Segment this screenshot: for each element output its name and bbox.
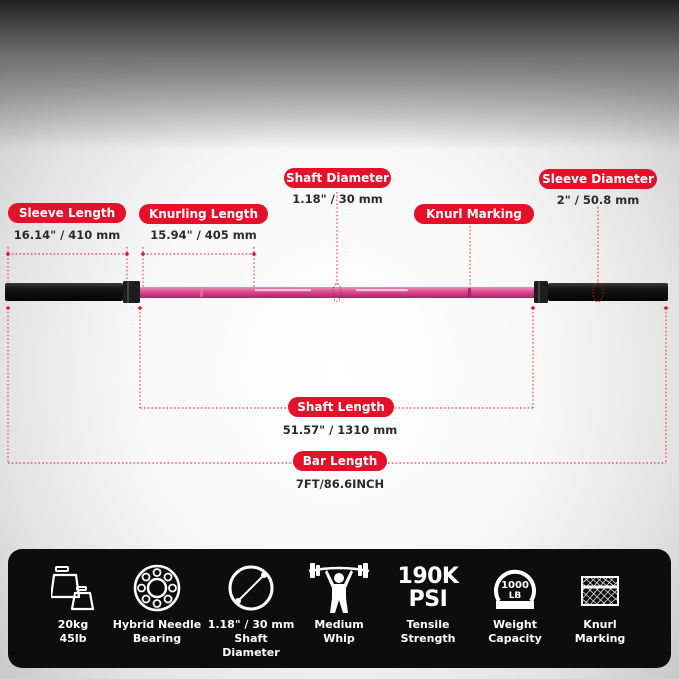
shaft-diameter-label: Shaft Diameter [284,168,391,188]
capacity-badge-icon [489,563,541,615]
sleeve-length-label: Sleeve Length [8,203,126,223]
feature-whip-line2: Whip [323,632,355,645]
feature-bearing-line1: Hybrid Needle [112,618,202,631]
psi-value-text: 190K [397,564,459,589]
shaft-length-value: 51.57" / 1310 mm [282,423,398,437]
left-sleeve [5,283,123,301]
feature-capacity-line2: Capacity [488,632,542,645]
feature-tensile [389,549,467,668]
psi-unit-text: PSI [408,587,448,612]
feature-capacity [478,549,552,668]
feature-capacity-line1: Weight [493,618,537,631]
weightlifter-icon [307,563,371,615]
knurling-length-value: 15.94" / 405 mm [150,228,257,242]
shaft-diameter-value: 1.18" / 30 mm [292,192,383,206]
feature-knurl [568,549,632,668]
knurl-marking-label: Knurl Marking [414,204,534,224]
capacity-unit-text: LB [508,591,522,601]
barbell [5,281,668,303]
feature-shaft-diameter-line1: 1.18" / 30 mm [207,618,295,631]
shaft-highlight [255,289,311,291]
capacity-number-text: 1000 [501,580,529,591]
bar-length-label: Bar Length [293,451,387,471]
shaft-diameter-icon [226,563,276,613]
weight-plates-icon [51,563,95,613]
sleeve-diameter-value: 2" / 50.8 mm [556,193,640,207]
feature-whip [304,549,374,668]
feature-shaft-diameter [204,549,298,668]
feature-tensile-line2: Strength [400,632,456,645]
sleeve-diameter-label: Sleeve Diameter [539,169,657,189]
bar-length-value: 7FT/86.6INCH [295,477,385,491]
feature-shaft-diameter-line2: Shaft Diameter [222,632,280,659]
shaft-length-label: Shaft Length [288,397,394,417]
feature-weight [38,549,108,668]
knurl-mark [468,288,471,297]
knurl-pattern-icon [580,573,620,613]
psi-text-icon [398,565,459,611]
feature-knurl-line1: Knurl [583,618,617,631]
knurling-length-label: Knurling Length [139,204,268,224]
features-panel [8,549,671,668]
right-sleeve [548,283,668,301]
needle-bearing-icon [132,563,182,613]
right-collar [534,281,548,303]
feature-whip-line1: Medium [314,618,364,631]
pink-shaft [140,287,534,298]
feature-tensile-line1: Tensile [406,618,450,631]
feature-weight-line1: 20kg [57,618,89,631]
sleeve-length-value: 16.14" / 410 mm [13,228,121,242]
feature-knurl-line2: Marking [574,632,626,645]
left-collar [123,281,140,303]
feature-bearing-line2: Bearing [132,632,182,645]
feature-weight-line2: 45lb [59,632,87,645]
feature-bearing [107,549,207,668]
